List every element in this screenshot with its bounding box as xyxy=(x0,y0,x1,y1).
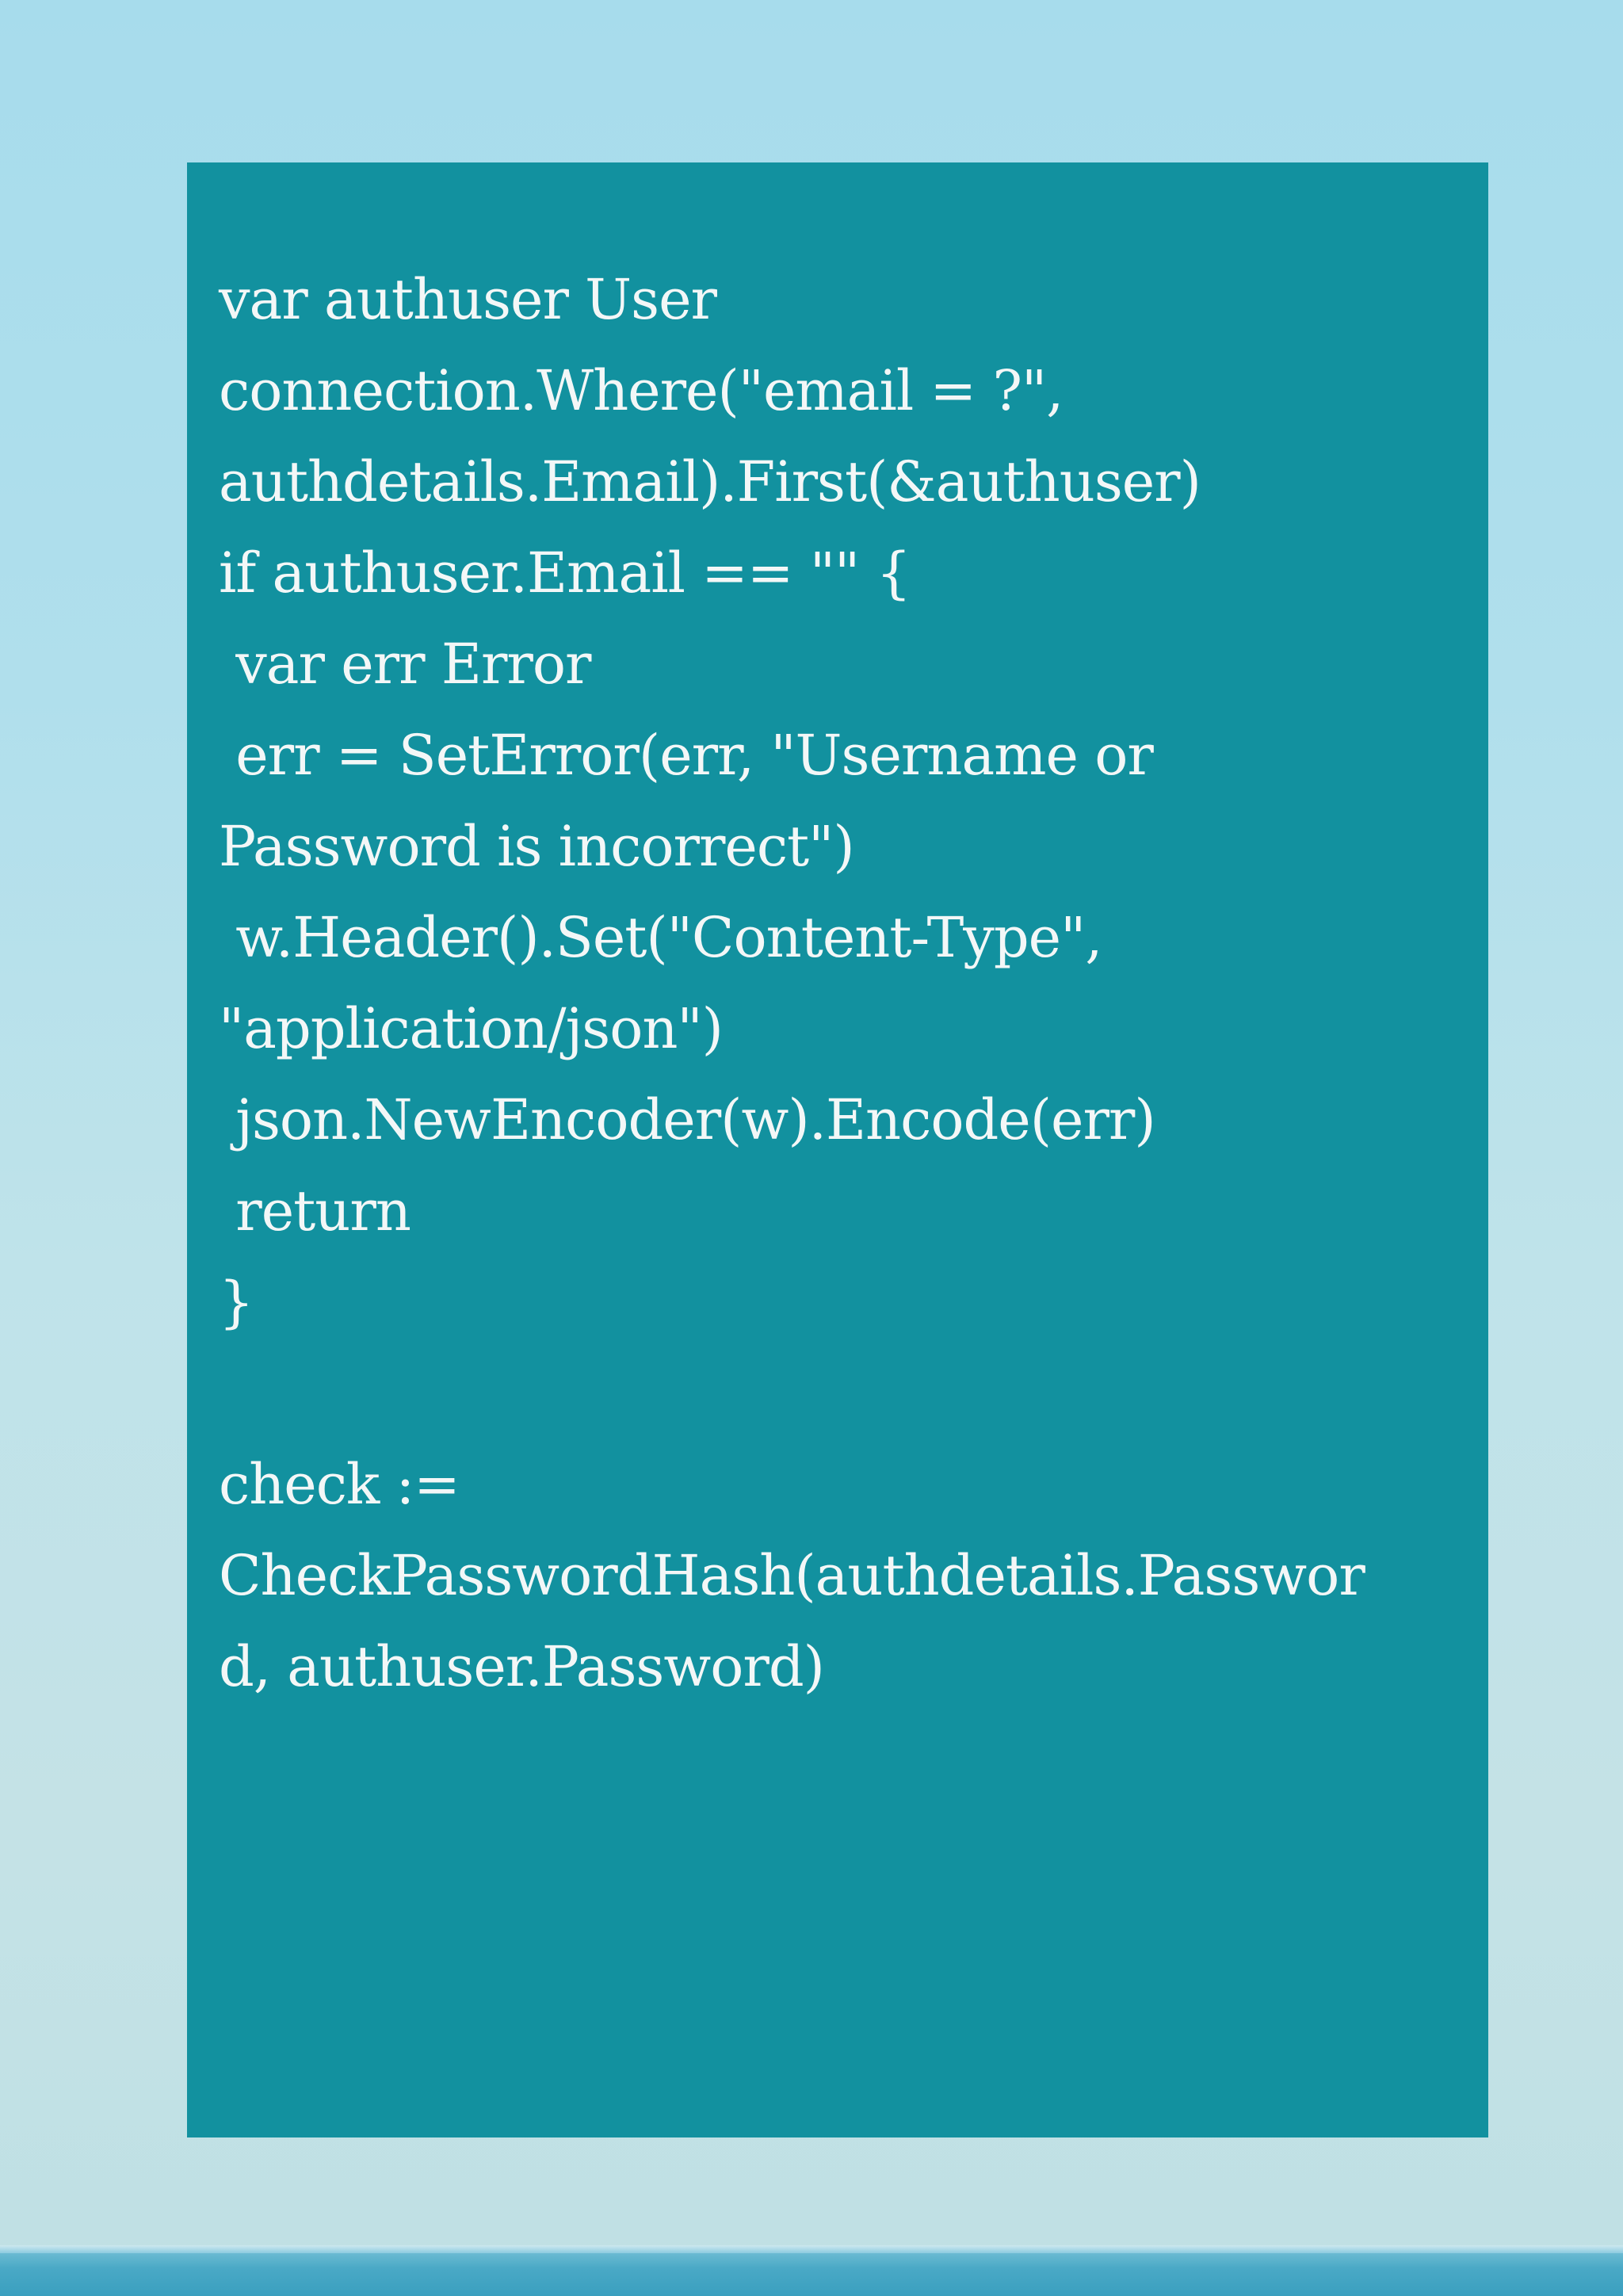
code-line: "application/json") xyxy=(219,996,723,1061)
code-line: Password is incorrect") xyxy=(219,814,854,879)
code-card xyxy=(187,162,1488,2137)
code-line-blank xyxy=(219,1348,1479,1439)
code-line: } xyxy=(219,1270,254,1335)
code-line: err = SetError(err, "Username or xyxy=(219,723,1153,788)
code-line: var err Error xyxy=(219,632,591,697)
code-line: CheckPasswordHash(authdetails.Passwor xyxy=(219,1543,1365,1608)
background-sea-strip xyxy=(0,2245,1623,2296)
code-line: if authuser.Email == "" { xyxy=(219,541,911,606)
code-line: json.NewEncoder(w).Encode(err) xyxy=(219,1087,1155,1152)
code-line: check := xyxy=(219,1452,460,1517)
code-line: return xyxy=(219,1179,411,1244)
code-line: w.Header().Set("Content-Type", xyxy=(219,905,1102,970)
code-line: authdetails.Email).First(&authuser) xyxy=(219,449,1201,514)
code-line: d, authuser.Password) xyxy=(219,1634,824,1699)
code-line: var authuser User xyxy=(219,267,716,332)
code-line: connection.Where("email = ?", xyxy=(219,358,1064,423)
code-block xyxy=(219,254,1479,1713)
